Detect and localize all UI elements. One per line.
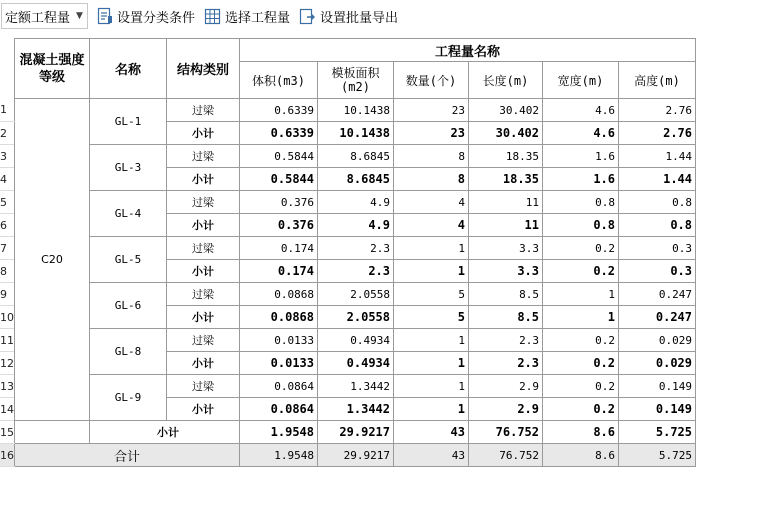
height-cell[interactable]: 5.725 [619,421,696,444]
formwork-cell[interactable]: 10.1438 [318,122,394,145]
formwork-cell[interactable]: 2.0558 [318,306,394,329]
row-number: 14 [0,398,15,421]
volume-cell[interactable]: 1.9548 [240,444,318,467]
type-cell[interactable]: 过梁 [167,191,240,214]
set-category-label: 设置分类条件 [116,10,195,26]
length-cell[interactable]: 2.9 [469,398,543,421]
select-quantity-label: 选择工程量 [224,10,290,26]
batch-export-button[interactable] [299,4,398,28]
count-cell[interactable]: 43 [394,444,469,467]
volume-cell[interactable]: 0.174 [240,237,318,260]
width-cell[interactable]: 0.8 [543,191,619,214]
type-cell[interactable]: 小计 [167,306,240,329]
grand-total-label[interactable]: 合计 [15,444,240,467]
select-quantity-button[interactable] [204,4,290,28]
table-row[interactable] [0,145,696,168]
name-cell[interactable]: GL-6 [90,283,167,329]
row-number: 2 [0,122,15,145]
formwork-cell[interactable]: 2.0558 [318,283,394,306]
table-row[interactable] [0,237,696,260]
row-number: 9 [0,283,15,306]
count-cell[interactable]: 1 [394,260,469,283]
volume-cell[interactable]: 0.5844 [240,145,318,168]
count-cell[interactable]: 4 [394,214,469,237]
row-number: 13 [0,375,15,398]
formwork-cell[interactable]: 2.3 [318,237,394,260]
row-number: 11 [0,329,15,352]
count-cell[interactable]: 8 [394,168,469,191]
volume-cell[interactable]: 0.0868 [240,306,318,329]
formwork-cell[interactable]: 1.3442 [318,398,394,421]
height-cell[interactable]: 2.76 [619,99,696,122]
name-cell[interactable]: GL-4 [90,191,167,237]
width-cell[interactable]: 0.2 [543,375,619,398]
type-cell[interactable]: 过梁 [167,237,240,260]
length-cell[interactable]: 2.9 [469,375,543,398]
corner-cell [0,39,15,62]
width-cell[interactable]: 8.6 [543,444,619,467]
height-cell[interactable]: 5.725 [619,444,696,467]
count-cell[interactable]: 1 [394,375,469,398]
header-type[interactable]: 结构类别 [167,39,240,99]
formwork-cell[interactable]: 8.6845 [318,145,394,168]
row-number: 3 [0,145,15,168]
header-count[interactable]: 数量(个) [394,62,469,99]
count-cell[interactable]: 1 [394,398,469,421]
row-number: 8 [0,260,15,283]
row-number: 7 [0,237,15,260]
formwork-cell[interactable]: 4.9 [318,214,394,237]
table-row[interactable] [0,329,696,352]
volume-cell[interactable]: 0.0864 [240,375,318,398]
height-cell[interactable]: 0.3 [619,237,696,260]
length-cell[interactable]: 3.3 [469,237,543,260]
type-cell[interactable]: 过梁 [167,283,240,306]
count-cell[interactable]: 5 [394,306,469,329]
grade-subtotal-blank [15,421,90,444]
width-cell[interactable]: 0.2 [543,398,619,421]
header-height[interactable]: 高度(m) [619,62,696,99]
header-quantity-group[interactable]: 工程量名称 [240,39,696,62]
count-cell[interactable]: 23 [394,99,469,122]
length-cell[interactable]: 8.5 [469,306,543,329]
grade-subtotal-row[interactable] [0,421,696,444]
volume-cell[interactable]: 0.0133 [240,352,318,375]
length-cell[interactable]: 18.35 [469,168,543,191]
length-cell[interactable]: 76.752 [469,444,543,467]
length-cell[interactable]: 30.402 [469,99,543,122]
width-cell[interactable]: 0.2 [543,237,619,260]
length-cell[interactable]: 2.3 [469,352,543,375]
header-length[interactable]: 长度(m) [469,62,543,99]
height-cell[interactable]: 0.149 [619,375,696,398]
name-cell[interactable]: GL-8 [90,329,167,375]
width-cell[interactable]: 1.6 [543,145,619,168]
formwork-cell[interactable]: 2.3 [318,260,394,283]
header-grade[interactable]: 混凝土强度等级 [15,39,90,99]
set-category-button[interactable] [97,4,195,28]
length-cell[interactable]: 8.5 [469,283,543,306]
formwork-cell[interactable]: 29.9217 [318,421,394,444]
type-cell[interactable]: 过梁 [167,329,240,352]
table-row[interactable] [0,191,696,214]
width-cell[interactable]: 0.8 [543,214,619,237]
height-cell[interactable]: 1.44 [619,168,696,191]
height-cell[interactable]: 0.029 [619,352,696,375]
volume-cell[interactable]: 1.9548 [240,421,318,444]
width-cell[interactable]: 1.6 [543,168,619,191]
height-cell[interactable]: 0.8 [619,191,696,214]
length-cell[interactable]: 11 [469,214,543,237]
height-cell[interactable]: 0.3 [619,260,696,283]
width-cell[interactable]: 1 [543,283,619,306]
count-cell[interactable]: 1 [394,352,469,375]
width-cell[interactable]: 0.2 [543,352,619,375]
formwork-cell[interactable]: 1.3442 [318,375,394,398]
name-cell[interactable]: GL-3 [90,145,167,191]
row-number: 16 [0,444,15,467]
type-cell[interactable]: 过梁 [167,145,240,168]
header-name[interactable]: 名称 [90,39,167,99]
type-cell[interactable]: 小计 [167,168,240,191]
formwork-cell[interactable]: 4.9 [318,191,394,214]
type-cell[interactable]: 小计 [167,352,240,375]
formwork-cell[interactable]: 8.6845 [318,168,394,191]
chevron-down-icon: ▼ [76,11,83,21]
row-number: 15 [0,421,15,444]
grade-subtotal-label[interactable]: 小计 [90,421,240,444]
document-list-icon [97,7,113,25]
name-cell[interactable]: GL-1 [90,99,167,145]
row-number: 6 [0,214,15,237]
table-row[interactable] [0,375,696,398]
width-cell[interactable]: 0.2 [543,260,619,283]
length-cell[interactable]: 30.402 [469,122,543,145]
type-cell[interactable]: 过梁 [167,375,240,398]
volume-cell[interactable]: 0.0133 [240,329,318,352]
type-cell[interactable]: 小计 [167,214,240,237]
height-cell[interactable]: 0.149 [619,398,696,421]
volume-cell[interactable]: 0.5844 [240,168,318,191]
formwork-cell[interactable]: 0.4934 [318,352,394,375]
header-volume[interactable]: 体积(m3) [240,62,318,99]
count-cell[interactable]: 23 [394,122,469,145]
formwork-cell[interactable]: 29.9217 [318,444,394,467]
length-cell[interactable]: 18.35 [469,145,543,168]
quantity-table [0,38,696,467]
volume-cell[interactable]: 0.376 [240,214,318,237]
row-number: 10 [0,306,15,329]
type-cell[interactable]: 小计 [167,398,240,421]
corner-cell-2 [0,62,15,99]
batch-export-label: 设置批量导出 [319,10,398,26]
length-cell[interactable]: 76.752 [469,421,543,444]
height-cell[interactable]: 0.029 [619,329,696,352]
grid-select-icon [204,8,221,25]
length-cell[interactable]: 2.3 [469,329,543,352]
count-cell[interactable]: 4 [394,191,469,214]
height-cell[interactable]: 0.247 [619,283,696,306]
header-width[interactable]: 宽度(m) [543,62,619,99]
type-cell[interactable]: 过梁 [167,99,240,122]
quantity-type-dropdown[interactable] [1,3,88,29]
volume-cell[interactable]: 0.6339 [240,99,318,122]
row-number: 1 [0,99,15,122]
count-cell[interactable]: 5 [394,283,469,306]
table-row[interactable] [0,283,696,306]
row-number: 5 [0,191,15,214]
table-row[interactable] [0,99,696,122]
grade-cell[interactable]: C20 [15,99,90,421]
volume-cell[interactable]: 0.6339 [240,122,318,145]
width-cell[interactable]: 1 [543,306,619,329]
count-cell[interactable]: 1 [394,237,469,260]
count-cell[interactable]: 43 [394,421,469,444]
height-cell[interactable]: 0.247 [619,306,696,329]
height-cell[interactable]: 2.76 [619,122,696,145]
height-cell[interactable]: 0.8 [619,214,696,237]
formwork-cell[interactable]: 10.1438 [318,99,394,122]
volume-cell[interactable]: 0.174 [240,260,318,283]
type-cell[interactable]: 小计 [167,260,240,283]
type-cell[interactable]: 小计 [167,122,240,145]
header-formwork[interactable]: 模板面积(m2) [318,62,394,99]
count-cell[interactable]: 8 [394,145,469,168]
export-icon [299,8,316,25]
name-cell[interactable]: GL-5 [90,237,167,283]
toolbar [0,0,759,32]
length-cell[interactable]: 11 [469,191,543,214]
count-cell[interactable]: 1 [394,329,469,352]
width-cell[interactable]: 4.6 [543,122,619,145]
row-number: 4 [0,168,15,191]
height-cell[interactable]: 1.44 [619,145,696,168]
volume-cell[interactable]: 0.0864 [240,398,318,421]
grand-total-row[interactable] [0,444,696,467]
width-cell[interactable]: 0.2 [543,329,619,352]
width-cell[interactable]: 8.6 [543,421,619,444]
formwork-cell[interactable]: 0.4934 [318,329,394,352]
volume-cell[interactable]: 0.0868 [240,283,318,306]
volume-cell[interactable]: 0.376 [240,191,318,214]
dropdown-label: 定额工程量 [5,10,71,26]
width-cell[interactable]: 4.6 [543,99,619,122]
length-cell[interactable]: 3.3 [469,260,543,283]
row-number: 12 [0,352,15,375]
name-cell[interactable]: GL-9 [90,375,167,421]
